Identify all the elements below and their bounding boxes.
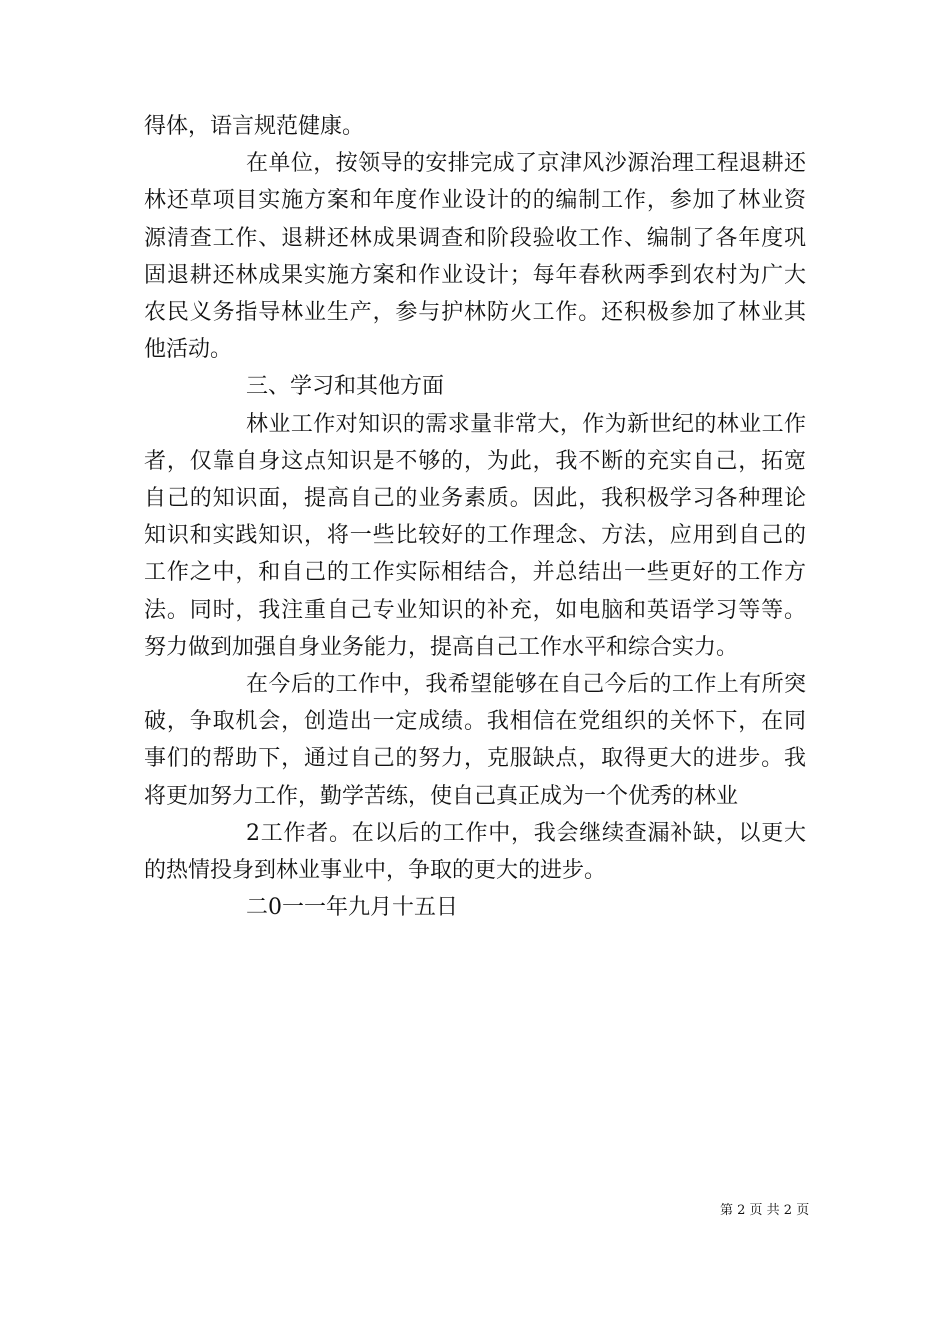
- text-line: 将更加努力工作，勤学苦练，使自己真正成为一个优秀的林业: [144, 783, 739, 809]
- text-line: 法。同时，我注重自己专业知识的补充，如电脑和英语学习等等。: [144, 597, 806, 623]
- text-line: 林业工作对知识的需求量非常大，作为新世纪的林业工作: [246, 411, 806, 437]
- text-line: 2工作者。在以后的工作中，我会继续查漏补缺，以更大: [246, 820, 806, 846]
- text-line: 知识和实践知识，将一些比较好的工作理念、方法，应用到自己的: [144, 523, 806, 549]
- text-line: 努力做到加强自身业务能力，提高自己工作水平和综合实力。: [144, 634, 739, 660]
- text-line: 工作之中，和自己的工作实际相结合，并总结出一些更好的工作方: [144, 560, 806, 586]
- text-line: 三、学习和其他方面: [246, 374, 445, 400]
- text-line: 的热情投身到林业事业中，争取的更大的进步。: [144, 858, 607, 883]
- text-line: 农民义务指导林业生产，参与护林防火工作。还积极参加了林业其: [144, 300, 806, 325]
- text-line: 他活动。: [144, 337, 233, 363]
- page-number-footer: 第 2 页 共 2 页: [720, 1203, 810, 1218]
- text-line: 林还草项目实施方案和年度作业设计的的编制工作，参加了林业资: [144, 188, 806, 214]
- text-line: 在今后的工作中，我希望能够在自己今后的工作上有所突: [246, 672, 806, 697]
- text-line: 在单位，按领导的安排完成了京津风沙源治理工程退耕还: [246, 151, 806, 177]
- text-line: 源清查工作、退耕还林成果调查和阶段验收工作、编制了各年度巩: [144, 225, 806, 251]
- text-line: 者，仅靠自身这点知识是不够的，为此，我不断的充实自己，拓宽: [144, 448, 806, 474]
- text-line: 固退耕还林成果实施方案和作业设计；每年春秋两季到农村为广大: [144, 262, 806, 288]
- text-line: 二0一一年九月十五日: [246, 895, 458, 921]
- text-line: 自己的知识面，提高自己的业务素质。因此，我积极学习各种理论: [144, 486, 806, 511]
- text-line: 破，争取机会，创造出一定成绩。我相信在党组织的关怀下，在同: [144, 709, 806, 735]
- text-line: 得体，语言规范健康。: [144, 114, 365, 139]
- text-line: 事们的帮助下，通过自己的努力，克服缺点，取得更大的进步。我: [144, 746, 806, 772]
